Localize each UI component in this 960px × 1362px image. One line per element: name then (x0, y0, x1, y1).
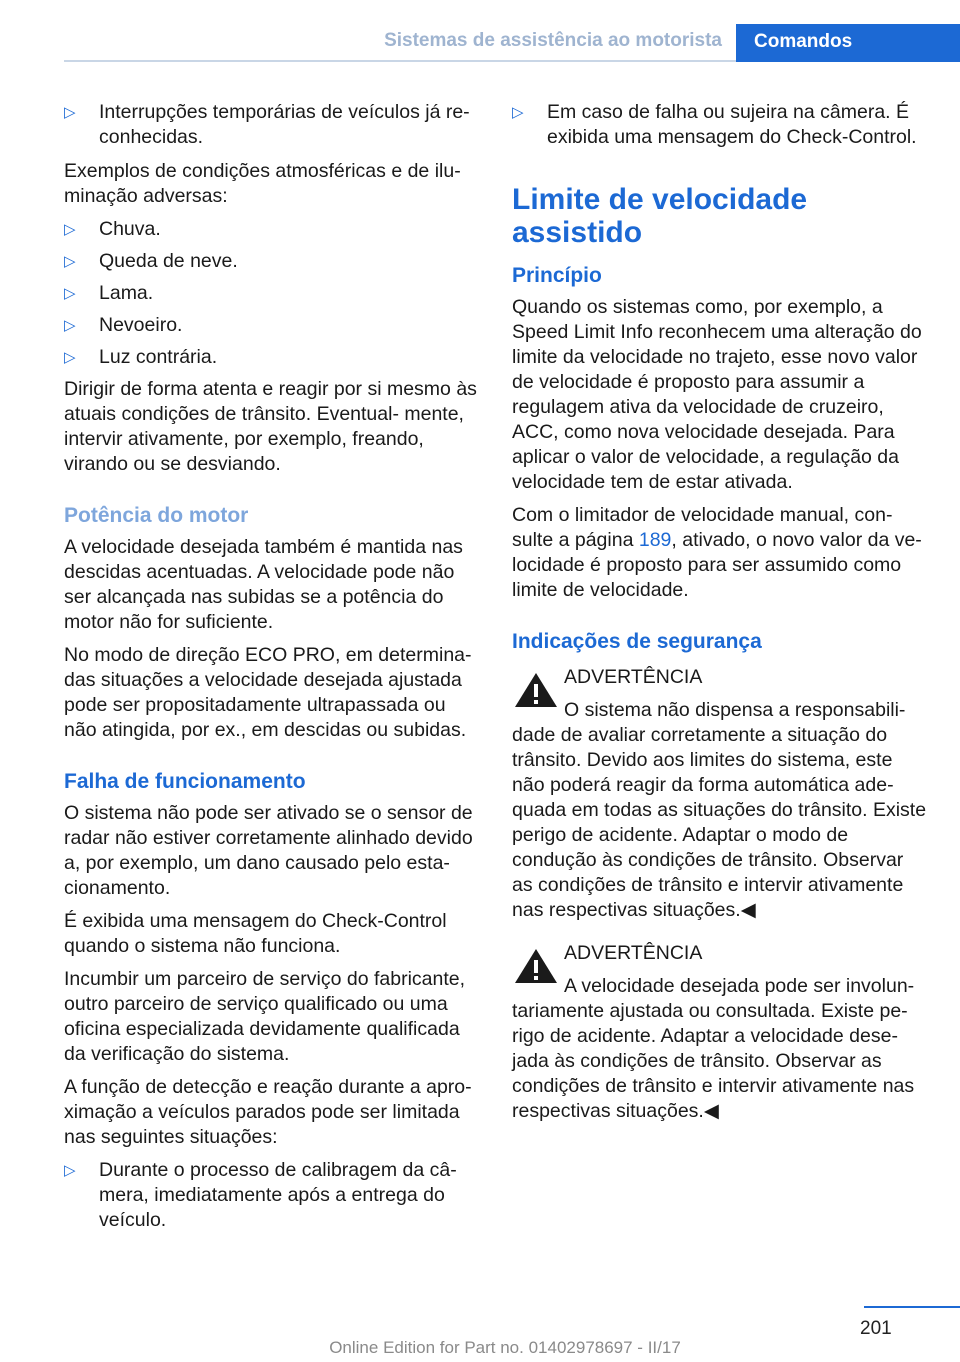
section-heading-malfunction: Falha de funcionamento (64, 770, 306, 793)
list-item-text: Lama. (99, 282, 154, 304)
paragraph: No modo de direção ECO PRO, em determina‐ das situações a velocidade desejada ajustada pode ser propositadamente ultrapassada ou não atingida, por ex., em descidas ou subidas. (64, 644, 472, 741)
list-item (512, 100, 928, 150)
list-item-text: Chuva. (99, 218, 161, 240)
bullet-triangle-icon: ▷ (64, 285, 76, 302)
header-chapter-tab (736, 24, 960, 62)
warning-title: ADVERTÊNCIA (564, 942, 703, 964)
list-item (64, 313, 480, 338)
section-heading-safety: Indicações de segurança (512, 630, 762, 653)
list-item-text: Durante o processo de calibragem da câ‐ mera, imediatamente após a entrega do veículo. (99, 1159, 457, 1231)
bullet-triangle-icon: ▷ (64, 317, 76, 334)
list-item (64, 249, 480, 274)
header-rule (64, 60, 736, 62)
bullet-triangle-icon: ▷ (64, 349, 76, 366)
warning-text: O sistema não dispensa a responsabili‐ (564, 699, 906, 721)
list-item (64, 217, 480, 242)
left-column (64, 100, 480, 1240)
list-item-text: Em caso de falha ou sujeira na câmera. É exibida uma mensagem do Check-Control. (547, 101, 917, 148)
list-item (64, 345, 480, 370)
page-number: 201 (860, 1318, 892, 1339)
warning-block (512, 941, 928, 1124)
paragraph: O sistema não pode ser ativado se o sensor de radar não estiver corretamente alinhado devido a, por exemplo, um dano causado pelo esta‐ cionamento. (64, 802, 473, 899)
bullet-triangle-icon: ▷ (64, 1162, 76, 1179)
warning-text: tariamente ajustada ou consultada. Existe pe‐ rigo de acidente. Adaptar a velocidade dese‐ jada às condições de trânsito. Observar as condições de trânsito e intervir ativamente nas respectivas situações.◀ (512, 1000, 915, 1122)
warning-text: A velocidade desejada pode ser involun‐ (564, 975, 915, 997)
list-item-text: Luz contrária. (99, 346, 218, 368)
paragraph: A velocidade desejada também é mantida nas descidas acentuadas. A velocidade pode não ser alcançada nas subidas se a potência do motor não for suficiente. (64, 536, 463, 633)
header-section-title: Sistemas de assistência ao motorista (384, 30, 722, 51)
bullet-triangle-icon: ▷ (512, 104, 524, 121)
page-reference-link[interactable]: 189 (638, 529, 672, 551)
bullet-triangle-icon: ▷ (64, 253, 76, 270)
bullet-triangle-icon: ▷ (64, 221, 76, 238)
warning-text: dade de avaliar corretamente a situação do trânsito. Devido aos limites do sistema, este não poderá reagir da forma automática ade‐ quada em todas as situações do trânsito. Existe perigo de acidente. Adaptar o modo de condução às condições de trânsito. Observar as condições de trânsito e intervir ativamente nas respectivas situações.◀ (512, 724, 927, 921)
chapter-heading: Limite de velocidade assistido (512, 183, 808, 249)
warning-block (512, 665, 928, 923)
list-item-text: Nevoeiro. (99, 314, 183, 336)
paragraph (512, 503, 928, 603)
section-heading-principle: Princípio (512, 264, 602, 287)
list-item (64, 100, 480, 150)
list-item-text: Queda de neve. (99, 250, 238, 272)
right-column (512, 100, 928, 1132)
paragraph-text: , ativado, o novo valor da ve‐ locidade é proposto para ser assumido como limite de velocidade. (512, 529, 922, 601)
warning-triangle-icon (512, 945, 560, 987)
section-heading-engine-power: Potência do motor (64, 504, 249, 527)
warning-title: ADVERTÊNCIA (564, 666, 703, 688)
footer-edition-text: Online Edition for Part no. 01402978697 - II/17 (329, 1338, 681, 1357)
paragraph: Exemplos de condições atmosféricas e de ilu‐ minação adversas: (64, 160, 461, 207)
list-item-text: Interrupções temporárias de veículos já re‐ conhecidas. (99, 101, 470, 148)
warning-triangle-icon (512, 669, 560, 711)
header-chapter-label: Comandos (754, 31, 853, 52)
weather-list (64, 217, 480, 370)
paragraph: Incumbir um parceiro de serviço do fabricante, outro parceiro de serviço qualificado ou uma oficina especializada devidamente qualificada da verificação do sistema. (64, 968, 466, 1065)
paragraph: Dirigir de forma atenta e reagir por si mesmo às atuais condições de trânsito. Eventual‐ mente, intervir ativamente, por exemplo, freando, virando ou se desviando. (64, 378, 477, 475)
paragraph: É exibida uma mensagem do Check-Control quando o sistema não funciona. (64, 910, 447, 957)
list-item (64, 1158, 480, 1233)
paragraph: A função de detecção e reação durante a apro‐ ximação a veículos parados pode ser limitada nas seguintes situações: (64, 1076, 472, 1148)
list-item (64, 281, 480, 306)
bullet-triangle-icon: ▷ (64, 104, 76, 121)
paragraph-text: Com o limitador de velocidade manual, con‐ sulte a página (512, 504, 893, 551)
paragraph: Quando os sistemas como, por exemplo, a Speed Limit Info reconhecem uma alteração do limite da velocidade no trajeto, esse novo valor de velocidade é proposto para assumir a regulagem ativa da velocidade de cruzeiro, ACC, como nova velocidade desejada. Para aplicar o valor de velocidade, a regulação da velocidade tem de estar ativada. (512, 296, 922, 493)
footer-rule (864, 1306, 960, 1308)
